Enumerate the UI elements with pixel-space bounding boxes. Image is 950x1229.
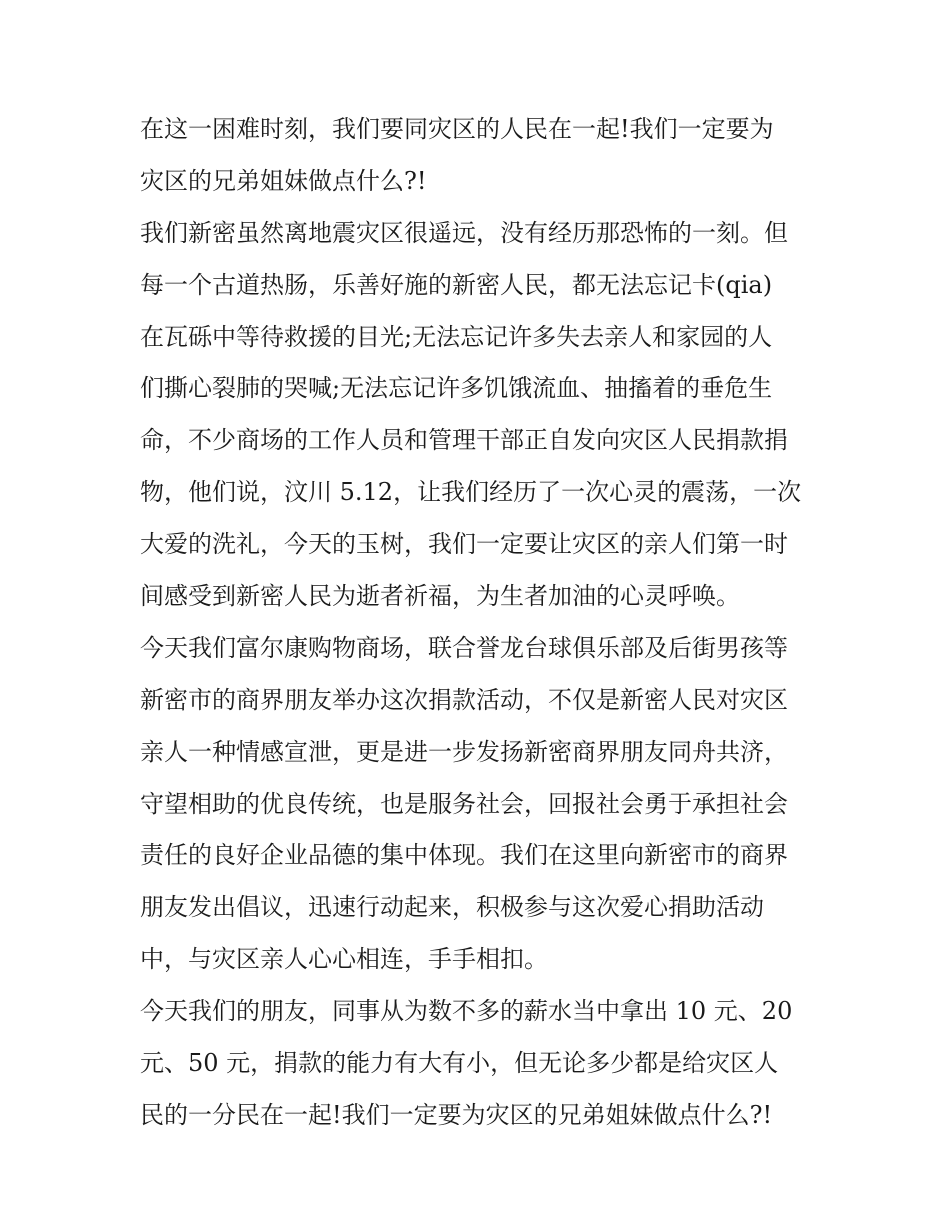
text-line-9: 大爱的洗礼，今天的玉树，我们一定要让灾区的亲人们第一时: [140, 530, 788, 559]
text-line-11: 今天我们富尔康购物商场，联合誉龙台球俱乐部及后街男孩等: [140, 633, 788, 662]
text-line-15: 责任的良好企业品德的集中体现。我们在这里向新密市的商界: [140, 841, 788, 870]
text-line-8: 物，他们说，汶川 5.12，让我们经历了一次心灵的震荡，一次: [140, 478, 802, 507]
text-line-7: 命，不少商场的工作人员和管理干部正自发向灾区人民捐款捐: [140, 426, 788, 455]
text-line-4: 每一个古道热肠，乐善好施的新密人民，都无法忘记卡(qia): [140, 270, 773, 299]
text-line-14: 守望相助的优良传统，也是服务社会，回报社会勇于承担社会: [140, 789, 788, 818]
text-line-13: 亲人一种情感宣泄，更是进一步发扬新密商界朋友同舟共济，: [140, 737, 788, 766]
text-line-6: 们撕心裂肺的哭喊;无法忘记许多饥饿流血、抽搐着的垂危生: [140, 374, 773, 403]
text-line-3: 我们新密虽然离地震灾区很遥远，没有经历那恐怖的一刻。但: [140, 218, 788, 247]
text-line-1: 在这一困难时刻，我们要同灾区的人民在一起!我们一定要为: [140, 115, 774, 143]
text-line-18: 今天我们的朋友，同事从为数不多的薪水当中拿出 10 元、20: [140, 997, 793, 1026]
text-line-5: 在瓦砾中等待救援的目光;无法忘记许多失去亲人和家园的人: [140, 322, 773, 351]
text-line-2: 灾区的兄弟姐妹做点什么?!: [140, 166, 427, 195]
text-line-17: 中，与灾区亲人心心相连，手手相扣。: [140, 945, 548, 974]
text-line-16: 朋友发出倡议，迅速行动起来，积极参与这次爱心捐助活动: [140, 893, 764, 922]
body-text: [140, 104, 820, 1142]
text-line-19: 元、50 元，捐款的能力有大有小，但无论多少都是给灾区人: [140, 1049, 779, 1078]
text-line-20: 民的一分民在一起!我们一定要为灾区的兄弟姐妹做点什么?!: [140, 1100, 773, 1129]
text-line-10: 间感受到新密人民为逝者祈福，为生者加油的心灵呼唤。: [140, 582, 740, 611]
text-line-12: 新密市的商界朋友举办这次捐款活动，不仅是新密人民对灾区: [140, 685, 788, 714]
